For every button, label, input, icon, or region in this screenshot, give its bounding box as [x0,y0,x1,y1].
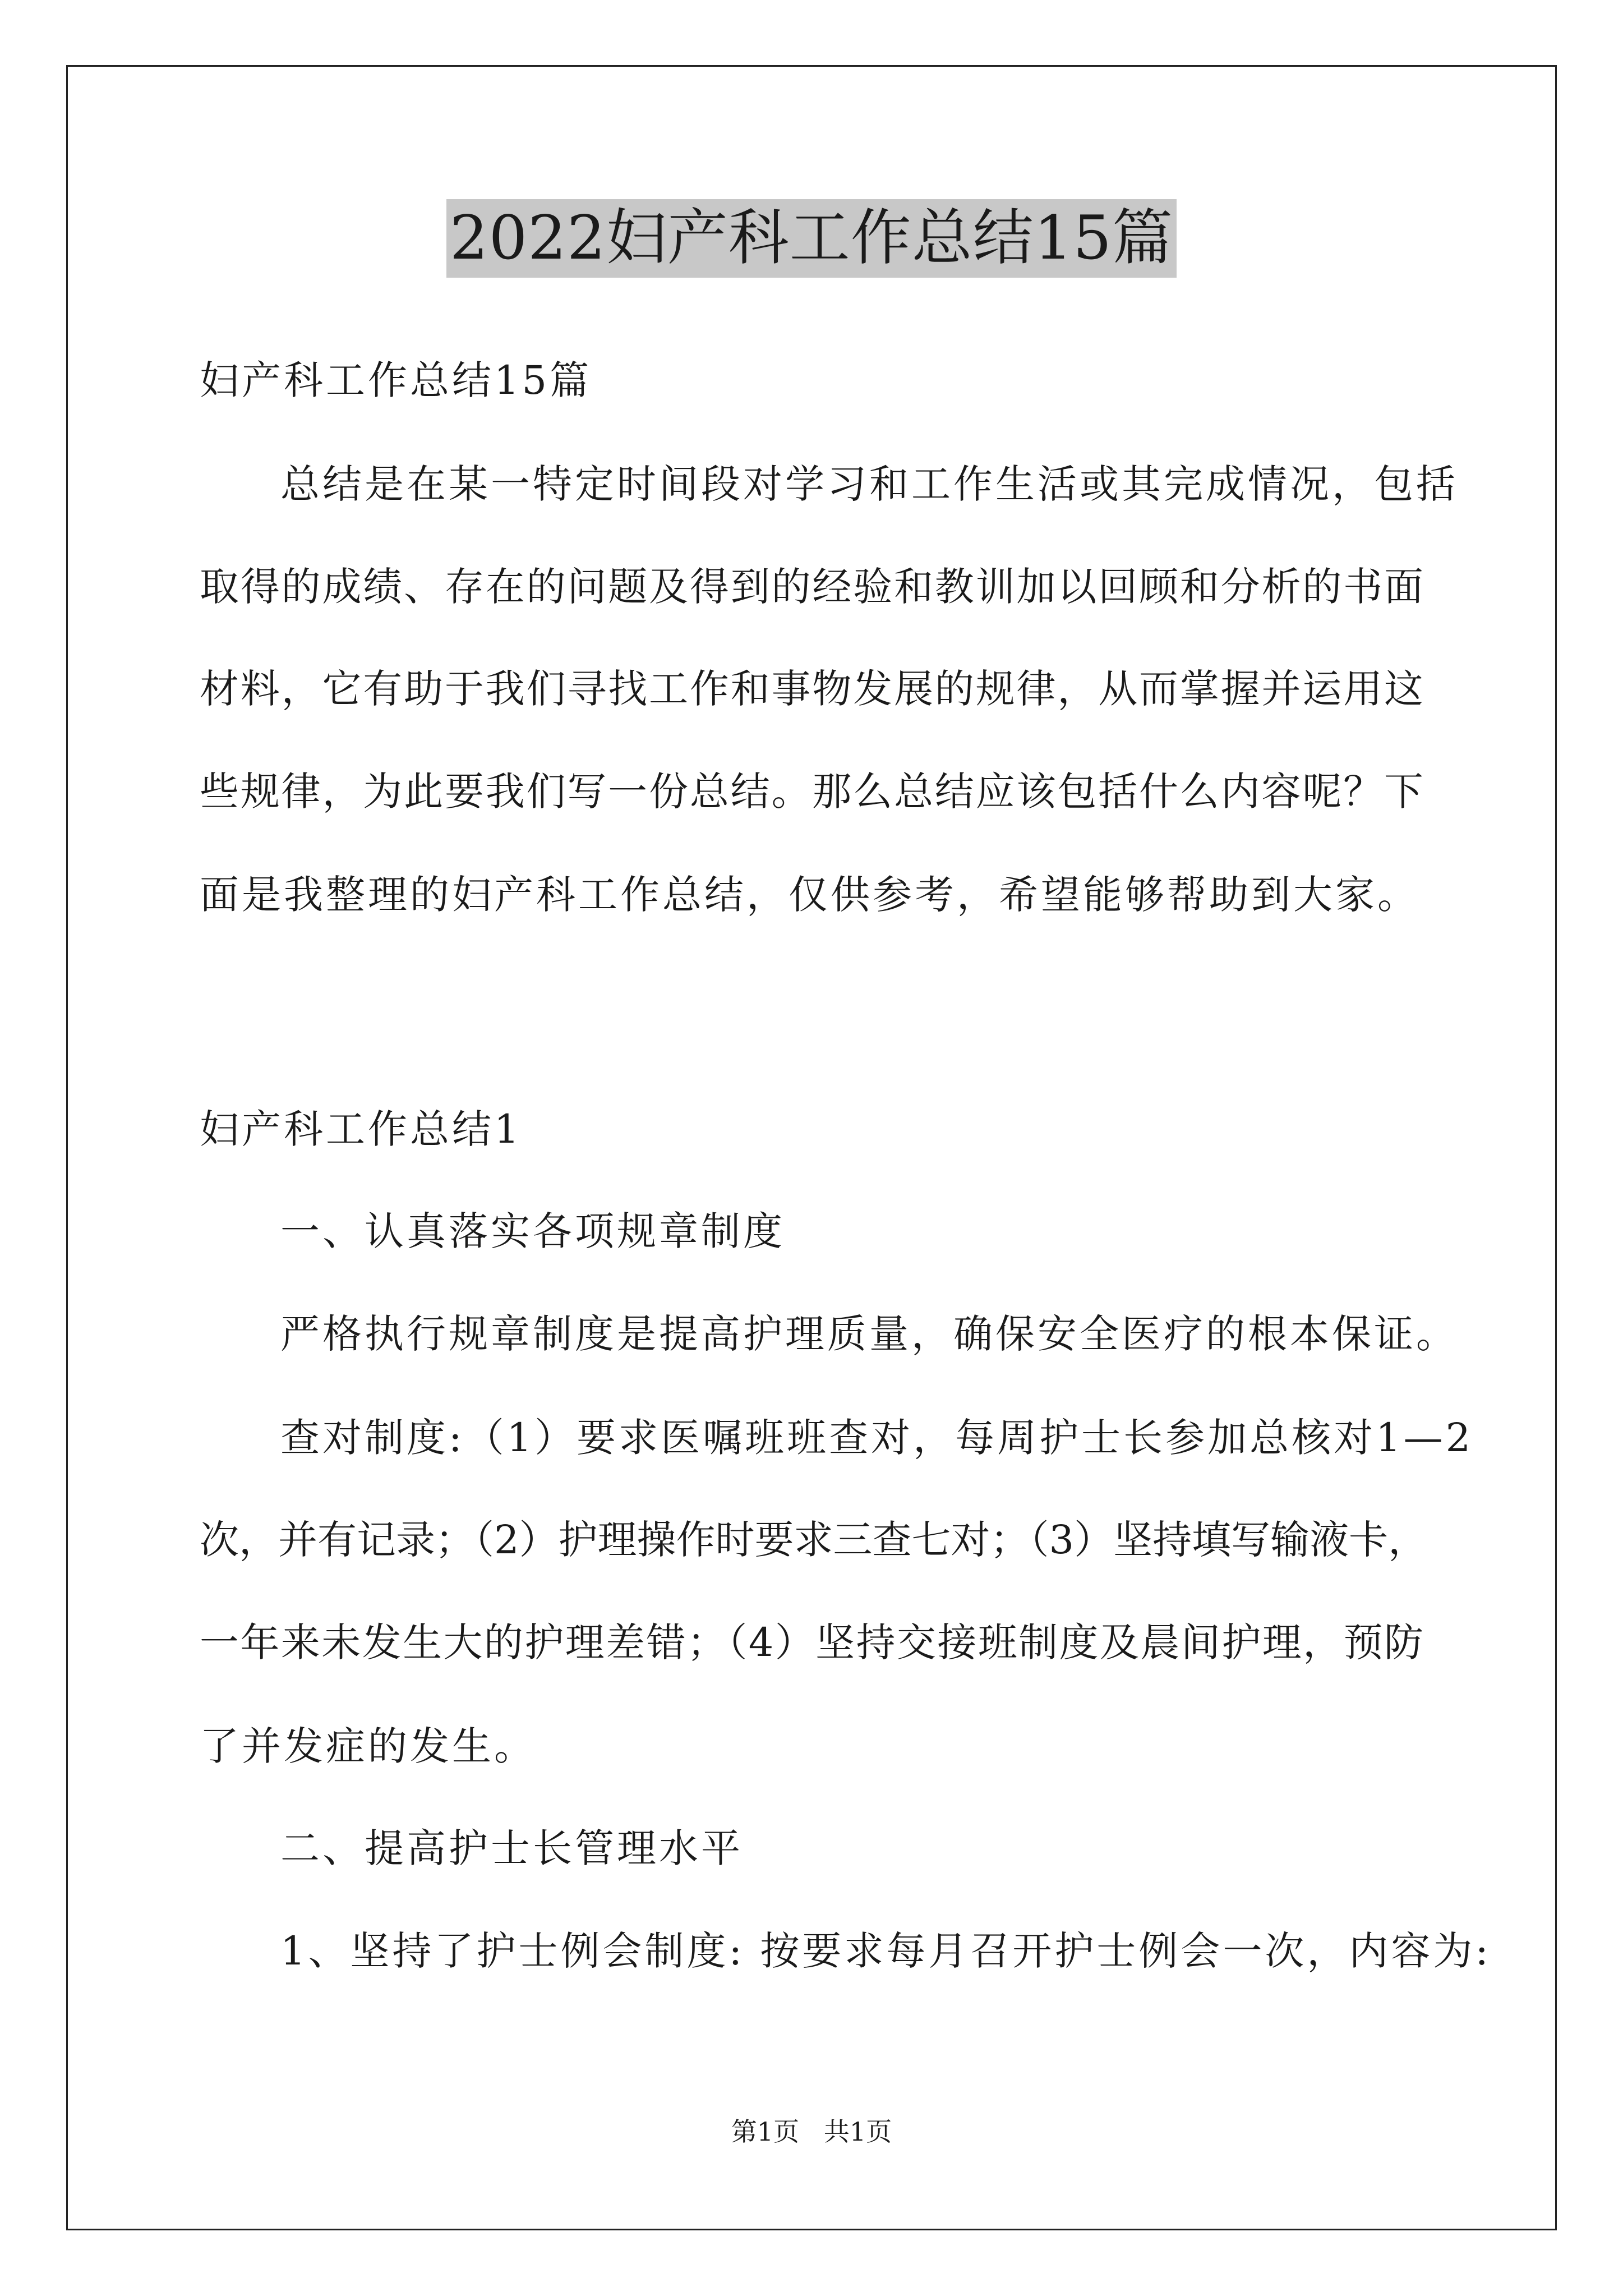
document-title: 2022妇产科工作总结15篇 [446,199,1177,278]
intro-line: 材料，它有助于我们寻找工作和事物发展的规律，从而掌握并运用这 [200,666,1423,712]
page-number: 第1页 共1页 [731,2116,892,2147]
intro-line: 面是我整理的妇产科工作总结，仅供参考，希望能够帮助到大家。 [200,872,1419,918]
intro-line: 总结是在某一特定时间段对学习和工作生活或其完成情况，包括 [280,461,1458,507]
paragraph-line: 一年来未发生大的护理差错；（4）坚持交接班制度及晨间护理，预防 [200,1619,1423,1665]
intro-line: 些规律，为此要我们写一份总结。那么总结应该包括什么内容呢？下 [200,769,1423,815]
intro-line: 取得的成绩、存在的问题及得到的经验和教训加以回顾和分析的书面 [200,564,1423,610]
document-subtitle: 妇产科工作总结15篇 [200,357,592,403]
section-title: 妇产科工作总结1 [200,1106,522,1152]
paragraph-line: 查对制度:（1）要求医嘱班班查对，每周护士长参加总核对1—2 [280,1415,1474,1461]
paragraph: 严格执行规章制度是提高护理质量，确保安全医疗的根本保证。 [280,1311,1458,1357]
section-heading: 二、提高护士长管理水平 [280,1825,743,1871]
paragraph: 1、坚持了护士例会制度: 按要求每月召开护士例会一次，内容为: [280,1928,1491,1974]
section-heading: 一、认真落实各项规章制度 [280,1208,785,1254]
paragraph-line: 次，并有记录；（2）护理操作时要求三查七对；（3）坚持填写输液卡， [200,1517,1428,1563]
title-container [0,199,1623,278]
paragraph-line: 了并发症的发生。 [200,1723,536,1769]
